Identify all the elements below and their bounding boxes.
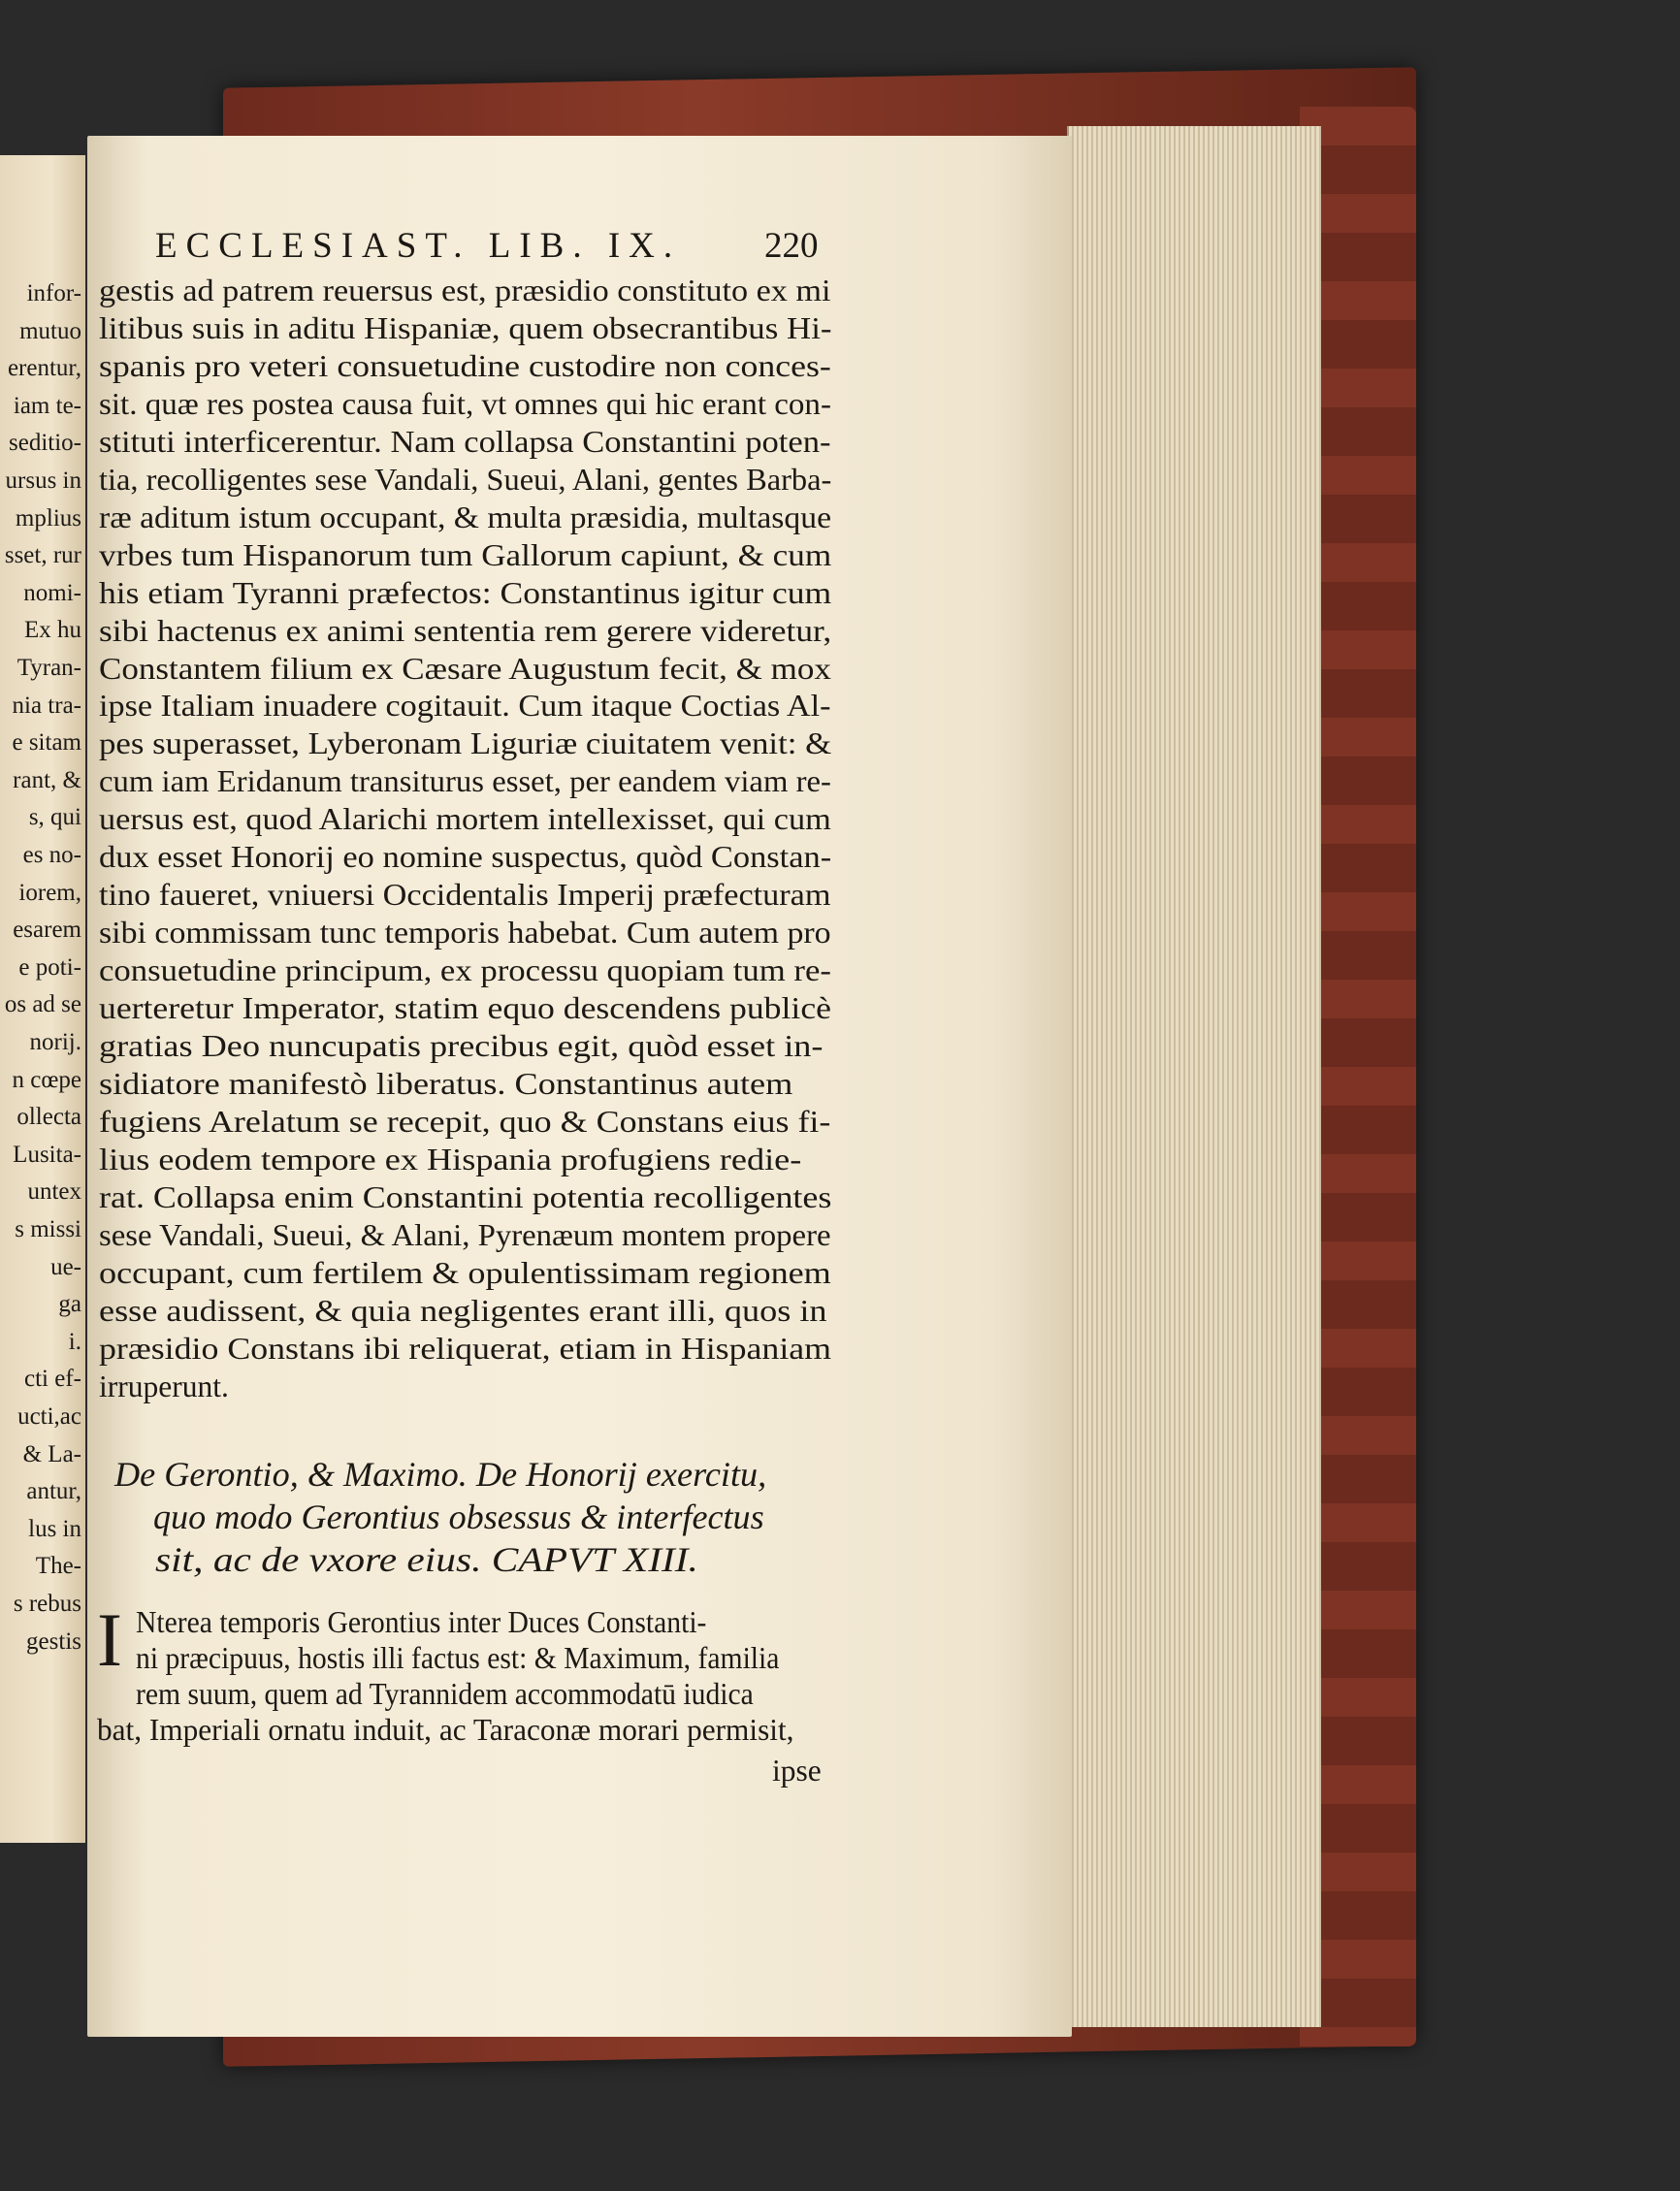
text-line: Nterea temporis Gerontius inter Duces Constanti-	[136, 1605, 707, 1639]
margin-fragment: cti ef-	[24, 1366, 81, 1393]
text-line: ipse Italiam inuadere cogitauit. Cum itaque Coctias Al-	[99, 689, 831, 724]
text-line: litibus suis in aditu Hispaniæ, quem obsecrantibus Hi-	[99, 310, 832, 345]
text-line: stituti interficerentur. Nam collapsa Constantini poten-	[99, 424, 831, 459]
text-line: his etiam Tyranni præfectos: Constantinus igitur cum	[99, 575, 832, 610]
margin-fragment: s rebus	[13, 1591, 81, 1617]
margin-fragment: untex	[27, 1178, 81, 1206]
margin-fragment: mplius	[15, 504, 81, 532]
text-line: tino faueret, vniuersi Occidentalis Imperij præfecturam	[99, 878, 831, 913]
margin-fragment: norij.	[29, 1029, 81, 1055]
text-line: tia, recolligentes sese Vandali, Sueui, Alani, gentes Barba-	[99, 462, 832, 497]
margin-fragment: ursus in	[5, 467, 81, 494]
facing-page-fragment	[0, 155, 85, 1843]
text-line: sibi commissam tunc temporis habebat. Cum autem pro	[99, 916, 831, 951]
text-line: rat. Collapsa enim Constantini potentia recolligentes	[99, 1179, 832, 1214]
margin-fragment: s, qui	[28, 804, 81, 831]
running-head: ECCLESIAST. LIB. IX.	[155, 226, 682, 266]
text-line: gestis ad patrem reuersus est, præsidio constituto ex mi	[99, 274, 831, 307]
margin-fragment: & La-	[22, 1440, 81, 1467]
margin-fragment: nia tra-	[12, 692, 81, 719]
text-line: uersus est, quod Alarichi mortem intellexisset, qui cum	[99, 802, 831, 837]
text-line: irruperunt.	[99, 1369, 229, 1403]
margin-fragment: Ex hu	[23, 617, 81, 644]
text-line: lius eodem tempore ex Hispania profugiens redie-	[99, 1142, 802, 1176]
margin-fragment: infor-	[26, 280, 81, 306]
margin-fragment: rant, &	[13, 766, 81, 793]
text-line: rem suum, quem ad Tyrannidem accommodatū iudica	[136, 1677, 754, 1711]
margin-fragment: lus in	[28, 1515, 81, 1542]
margin-fragment: Lusita-	[13, 1141, 81, 1168]
margin-fragment: Tyran-	[16, 655, 81, 681]
margin-fragment: esarem	[13, 917, 81, 944]
text-line: consuetudine principum, ex processu quopiam tum re-	[99, 953, 831, 988]
text-line: sit. quæ res postea causa fuit, vt omnes qui hic erant con-	[99, 386, 831, 421]
text-line: gratias Deo nuncupatis precibus egit, quòd esset in-	[99, 1029, 824, 1063]
text-line: uerteretur Imperator, statim equo descendens publicè	[99, 991, 831, 1026]
margin-fragment: mutuo	[19, 317, 81, 344]
margin-fragment: n cœpe	[12, 1066, 81, 1093]
text-line: occupant, cum fertilem & opulentissimam regionem	[99, 1255, 831, 1290]
margin-fragment: s missi	[15, 1216, 81, 1242]
text-line: ræ aditum istum occupant, & multa præsidia, multasque	[99, 499, 832, 534]
text-line: bat, Imperiali ornatu induit, ac Taraconæ morari permisit,	[97, 1713, 794, 1747]
text-line: dux esset Honorij eo nomine suspectus, quòd Constan-	[99, 840, 832, 875]
margin-fragment: The-	[35, 1553, 81, 1580]
text-line: spanis pro veteri consuetudine custodire non conces-	[99, 348, 831, 383]
margin-fragment: ue-	[50, 1253, 81, 1280]
margin-fragment: seditio-	[9, 430, 81, 457]
catchword: ipse	[772, 1754, 822, 1788]
margin-fragment: i.	[68, 1328, 81, 1355]
text-line: sese Vandali, Sueui, & Alani, Pyrenæum montem propere	[99, 1217, 831, 1252]
margin-fragment: nomi-	[23, 579, 81, 606]
text-line: sidiatore manifestò liberatus. Constantinus autem	[99, 1066, 793, 1101]
heading-line: sit, ac de vxore eius. CAPVT XIII.	[155, 1540, 698, 1579]
text-line: fugiens Arelatum se recepit, quo & Constans eius fi-	[99, 1104, 831, 1139]
margin-fragment: ga	[58, 1291, 81, 1318]
margin-fragment: gestis	[26, 1627, 81, 1655]
margin-fragment: sset, rur	[4, 542, 81, 569]
margin-fragment: antur,	[26, 1478, 81, 1505]
drop-capital: I	[97, 1597, 122, 1682]
text-line: pes superasset, Lyberonam Liguriæ ciuitatem venit: &	[99, 726, 832, 761]
margin-fragment: es no-	[22, 842, 81, 868]
text-line: esse audissent, & quia negligentes erant illi, quos in	[99, 1293, 827, 1328]
text-line: præsidio Constans ibi reliquerat, etiam in Hispaniam	[99, 1331, 832, 1366]
text-line: ni præcipuus, hostis illi factus est: & Maximum, familia	[136, 1641, 780, 1675]
margin-fragment: erentur,	[7, 355, 81, 382]
text-line: Constantem filium ex Cæsare Augustum fecit, & mox	[99, 651, 831, 686]
margin-fragment: iorem,	[18, 879, 81, 906]
text-line: cum iam Eridanum transiturus esset, per eandem viam re-	[99, 764, 831, 799]
margin-fragment: ollecta	[16, 1104, 81, 1131]
heading-line: quo modo Gerontius obsessus & interfectus	[153, 1498, 764, 1536]
margin-fragment: ucti,ac	[17, 1403, 81, 1430]
margin-fragment: e sitam	[12, 729, 81, 757]
page-number: 220	[764, 226, 819, 266]
margin-fragment: iam te-	[13, 392, 81, 419]
heading-line: De Gerontio, & Maximo. De Honorij exercitu,	[114, 1455, 767, 1494]
text-line: sibi hactenus ex animi sententia rem gerere videretur,	[99, 613, 832, 648]
page-edges	[1067, 126, 1321, 2027]
margin-fragment: e poti-	[18, 953, 81, 981]
text-line: vrbes tum Hispanorum tum Gallorum capiunt, & cum	[99, 537, 832, 572]
margin-fragment: os ad se	[4, 991, 81, 1018]
